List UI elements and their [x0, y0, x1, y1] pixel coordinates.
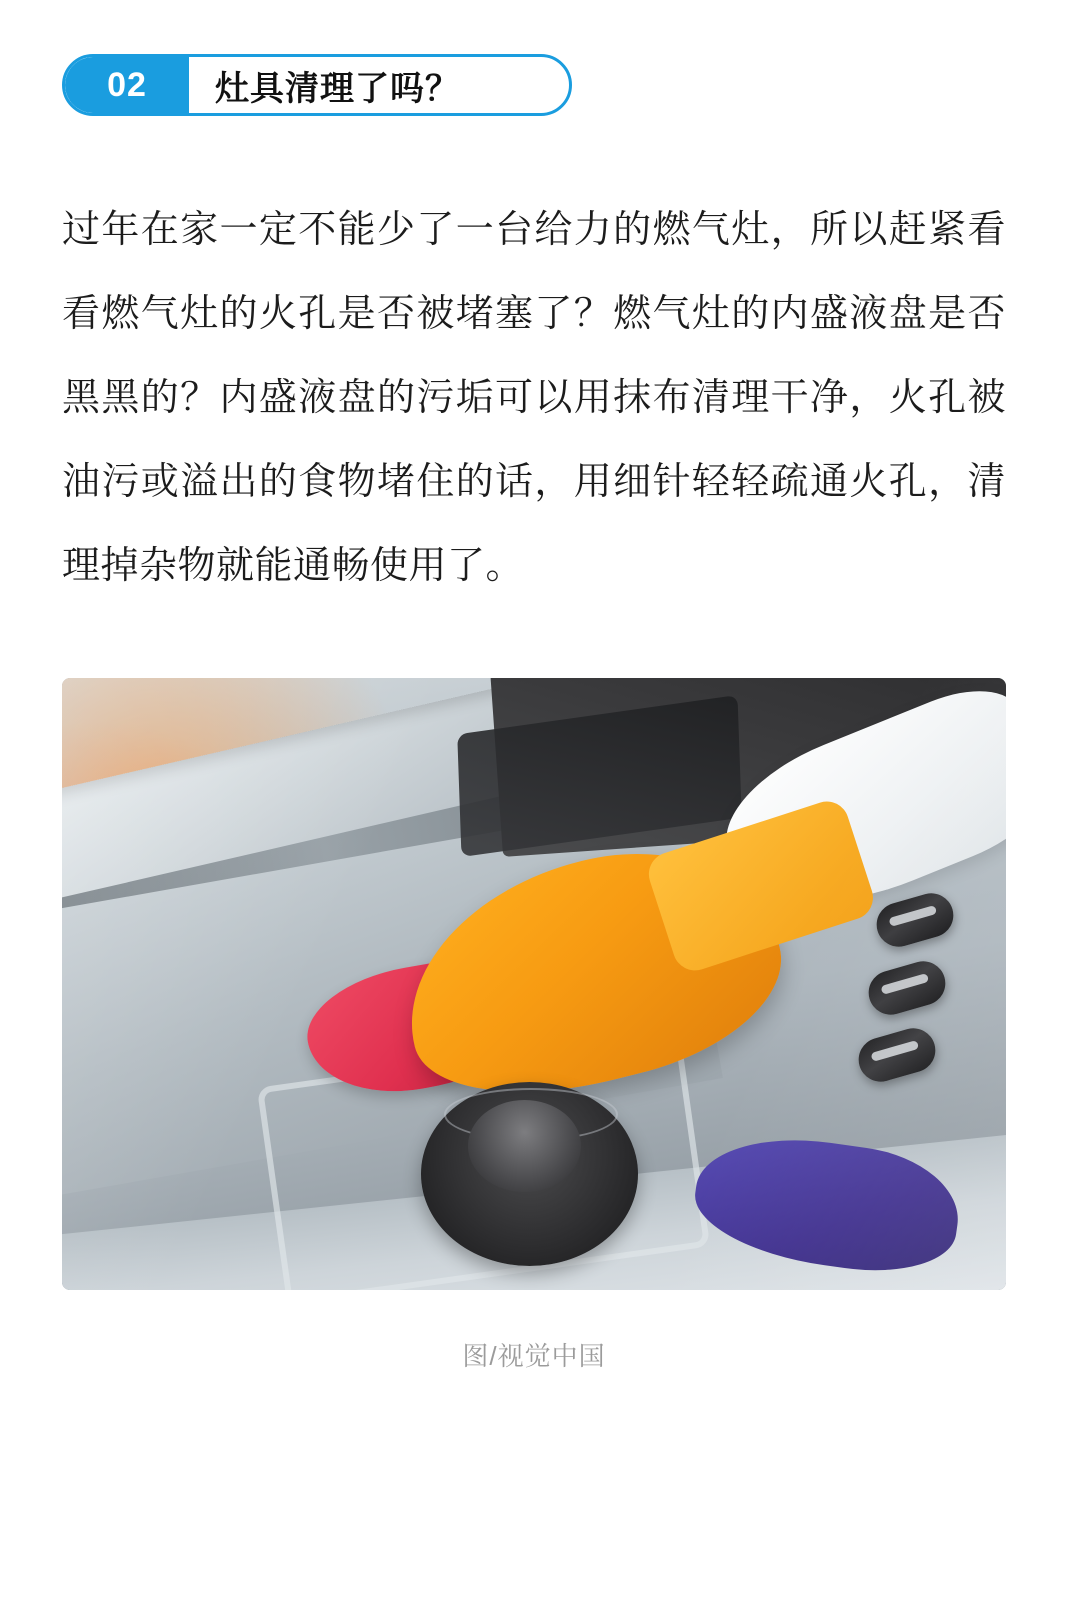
burner-cap — [468, 1100, 581, 1192]
photo-background — [62, 678, 1006, 1290]
section-number: 02 — [65, 57, 189, 113]
stove-knob-2 — [863, 956, 950, 1020]
stove-knob-1 — [871, 888, 958, 952]
body-paragraph: 过年在家一定不能少了一台给力的燃气灶，所以赶紧看看燃气灶的火孔是否被堵塞了？燃气灶的内盛液盘是否黑黑的？内盛液盘的污垢可以用抹布清理干净，火孔被油污或溢出的食物堵住的话，用细针轻轻疏通火孔，清理掉杂物就能通畅使用了。 — [62, 209, 1006, 587]
section-heading — [62, 54, 572, 116]
photo-credit: 图/视觉中国 — [462, 1341, 606, 1371]
article-photo — [62, 678, 1006, 1290]
article-page — [0, 54, 1068, 1613]
section-title: 灶具清理了吗？ — [215, 69, 460, 108]
stove-knob-3 — [853, 1023, 940, 1087]
